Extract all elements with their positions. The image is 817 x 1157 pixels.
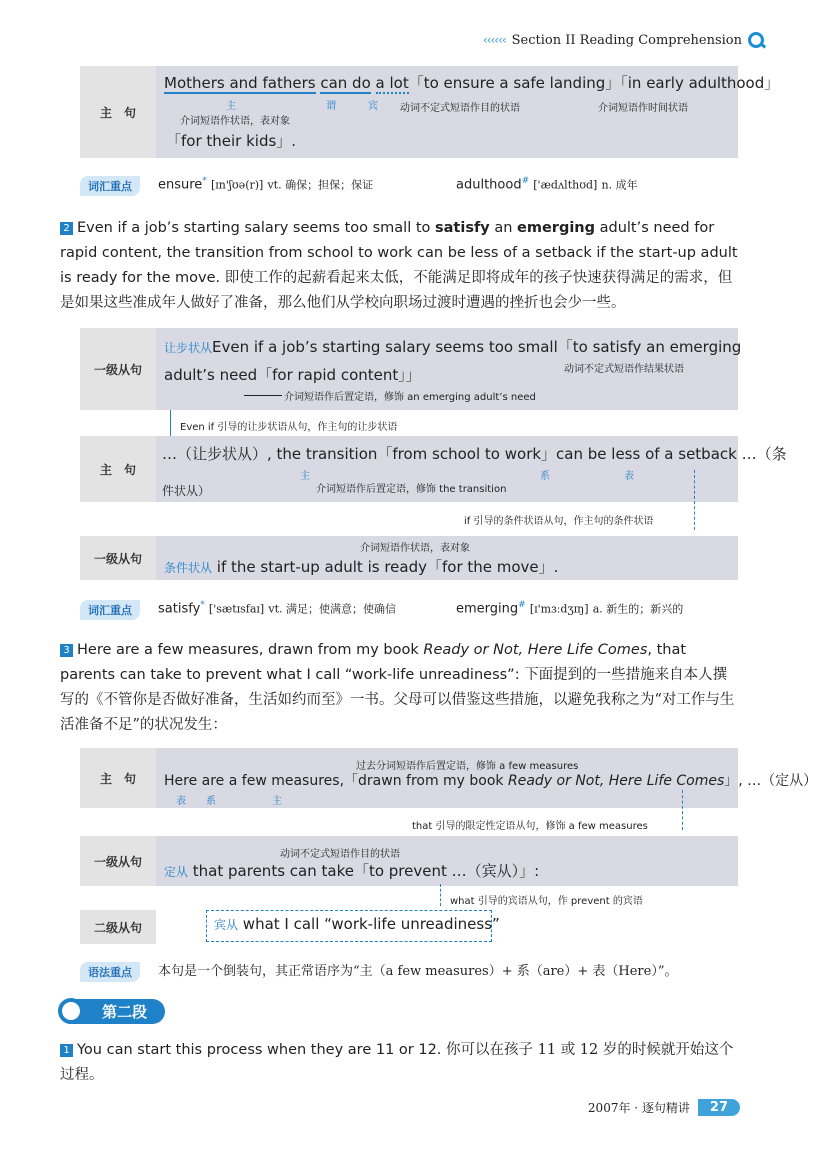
note-result-adverbial: 动词不定式短语作结果状语 — [564, 364, 684, 375]
row-label-clause-2: 一级从句 — [80, 536, 156, 580]
row-label-main-2: 主 句 — [80, 436, 156, 502]
gram-subject: 主 — [272, 796, 282, 807]
arrows-icon: ‹‹‹‹‹‹ — [482, 33, 506, 47]
gram-subject: 主 — [226, 101, 236, 112]
main-3-line: Here are a few measures,「drawn from my book Ready or Not, Here Life Comes」, …（定从） — [164, 773, 817, 789]
note-past-participle: 过去分词短语作后置定语，修饰 a few measures — [356, 761, 579, 772]
gram-link: 系 — [540, 471, 550, 482]
note-prep-object-2: 介词短语作状语，表对象 — [360, 543, 470, 554]
link-line-3 — [682, 790, 683, 830]
page-header — [483, 32, 764, 48]
gram-complement: 表 — [176, 796, 186, 807]
clause-1-line-2: adult’s need「for rapid content」」 — [164, 366, 421, 384]
note-postmodifier: 介词短语作后置定语，修饰 an emerging adult’s need — [284, 392, 536, 403]
book-title: 2007年 · 逐句精讲 — [587, 1101, 690, 1115]
gram-complement: 表 — [624, 471, 634, 482]
main-2-line-1: …（让步状从）, the transition「from school to work」can be less of a setback …（条 — [162, 445, 787, 463]
sentence-number: 2 — [60, 222, 73, 235]
vocab-entry-adulthood: adulthood# ['ædʌlthʊd] n. 成年 — [456, 176, 638, 193]
section-banner — [58, 998, 165, 1024]
chinese-translation: 即使工作的起薪看起来太低，不能满足即将成年的孩子快速获得满足的需求，但是如果这些准成年人做好了准备，那么他们从学校向职场过渡时遭遇的挫折也会少一些。 — [60, 270, 733, 311]
link-line-2 — [694, 470, 695, 530]
object-phrase: a lot — [375, 74, 409, 92]
sentence-line-2: 「for their kids」. — [166, 132, 297, 150]
row-label-main: 主 句 — [80, 66, 156, 158]
predicate-phrase: can do — [320, 74, 371, 92]
sentence-line — [164, 72, 779, 93]
page-number: 27 — [698, 1099, 740, 1116]
sentence-number: 3 — [60, 644, 73, 657]
modifier-phrases: 「to ensure a safe landing」「in early adulthood」 — [408, 74, 780, 92]
gram-subject: 主 — [300, 471, 310, 482]
page-footer — [588, 1099, 740, 1116]
gram-predicate: 谓 — [326, 101, 336, 112]
row-label-clause-1: 一级从句 — [80, 328, 156, 410]
section-heading: 第二段 — [72, 999, 165, 1024]
vocab-tag: 词汇重点 — [80, 600, 140, 620]
note-infinitive-2: 动词不定式短语作目的状语 — [280, 849, 400, 860]
sentence-number: 1 — [60, 1044, 73, 1057]
row-label-main-3: 主 句 — [80, 748, 156, 808]
chinese-translation: 下面提到的一些措施来自本人撰写的《不管你是否做好准备，生活如约而至》一书。父母可以借鉴这些措施，以避免我称之为“对工作与生活准备不足”的状况发生： — [60, 667, 735, 733]
paragraph-3: 3 Here are a few measures, drawn from my book Ready or Not, Here Life Comes, that parents can take to prevent what I call “work-life unreadiness”: 下面提到的一些措施来自本人撰写的《不管你是否做好准备，生活如约而至》一书。父母可以借鉴这些措施，以避免我称之为“对工作与生活准备不足”的状况发生： — [60, 642, 735, 733]
note-infinitive: 动词不定式短语作目的状语 — [400, 103, 520, 114]
link-note-4: what 引导的宾语从句，作 prevent 的宾语 — [450, 896, 643, 907]
object-tag: 宾从 — [214, 918, 239, 932]
clause-3-line: 定从 that parents can take「to prevent …（宾从）」: — [164, 862, 540, 880]
link-line-4 — [440, 884, 441, 906]
attributive-tag: 定从 — [164, 865, 189, 879]
condition-tag: 条件状从 — [164, 561, 213, 575]
vocab-entry-emerging: emerging# [ɪ'mɜːdʒɪŋ] a. 新生的；新兴的 — [456, 600, 684, 617]
paragraph-2: 2 Even if a job’s starting salary seems too small to satisfy an emerging adult’s need for rapid content, the transition from school to work can be less of a setback if the start-up adult is ready for the move. 即使工作的起薪看起来太低，不能满足即将成年的孩子快速获得满足的需求，但是如果这些准成年人做好了准备，那么他们从学校向职场过渡时遭遇的挫折也会少一些。 — [60, 220, 738, 311]
clause-2-line: 条件状从 if the start-up adult is ready「for the move」. — [164, 558, 559, 576]
chinese-translation: 你可以在孩子 11 或 12 岁的时候就开始这个过程。 — [60, 1042, 734, 1083]
main-2-line-2: 件状从） — [162, 484, 211, 498]
row-label-clause-3: 一级从句 — [80, 836, 156, 886]
row-label-clause-4: 二级从句 — [80, 910, 156, 944]
grammar-tag: 语法重点 — [80, 962, 140, 982]
note-transition-modifier: 介词短语作后置定语，修饰 the transition — [316, 484, 507, 495]
clause-1-line-1: 让步状从Even if a job’s starting salary seems too small「to satisfy an emerging — [164, 338, 742, 356]
paragraph-4: 1 You can start this process when they are 11 or 12. 你可以在孩子 11 或 12 岁的时候就开始这个过程。 — [60, 1042, 734, 1083]
magnifier-icon — [748, 32, 764, 48]
section-title: Section II Reading Comprehension — [511, 32, 742, 48]
link-note-2: if 引导的条件状语从句，作主句的条件状语 — [464, 516, 654, 527]
grammar-note: 本句是一个倒装句，其正常语序为“主（a few measures）+ 系（are）+ 表（Here）”。 — [158, 964, 678, 979]
note-time: 介词短语作时间状语 — [598, 103, 688, 114]
link-note-3: that 引导的限定性定语从句，修饰 a few measures — [412, 821, 648, 832]
subject-phrase: Mothers and fathers — [164, 74, 316, 92]
vocab-tag: 词汇重点 — [80, 176, 140, 196]
link-note-1: Even if 引导的让步状语从句，作主句的让步状语 — [180, 422, 398, 433]
vocab-entry-satisfy: satisfy* ['sætɪsfaɪ] vt. 满足；使满意；使确信 — [158, 600, 397, 617]
note-prep-object: 介词短语作状语，表对象 — [180, 116, 290, 127]
concession-tag: 让步状从 — [164, 341, 213, 355]
magnifier-icon — [58, 998, 84, 1024]
gram-object: 宾 — [368, 101, 378, 112]
vocab-entry-ensure: ensure* [ɪn'ʃʊə(r)] vt. 确保；担保；保证 — [158, 176, 374, 193]
clause-4-line: 宾从 what I call “work-life unreadiness” — [214, 915, 500, 933]
gram-link: 系 — [206, 796, 216, 807]
